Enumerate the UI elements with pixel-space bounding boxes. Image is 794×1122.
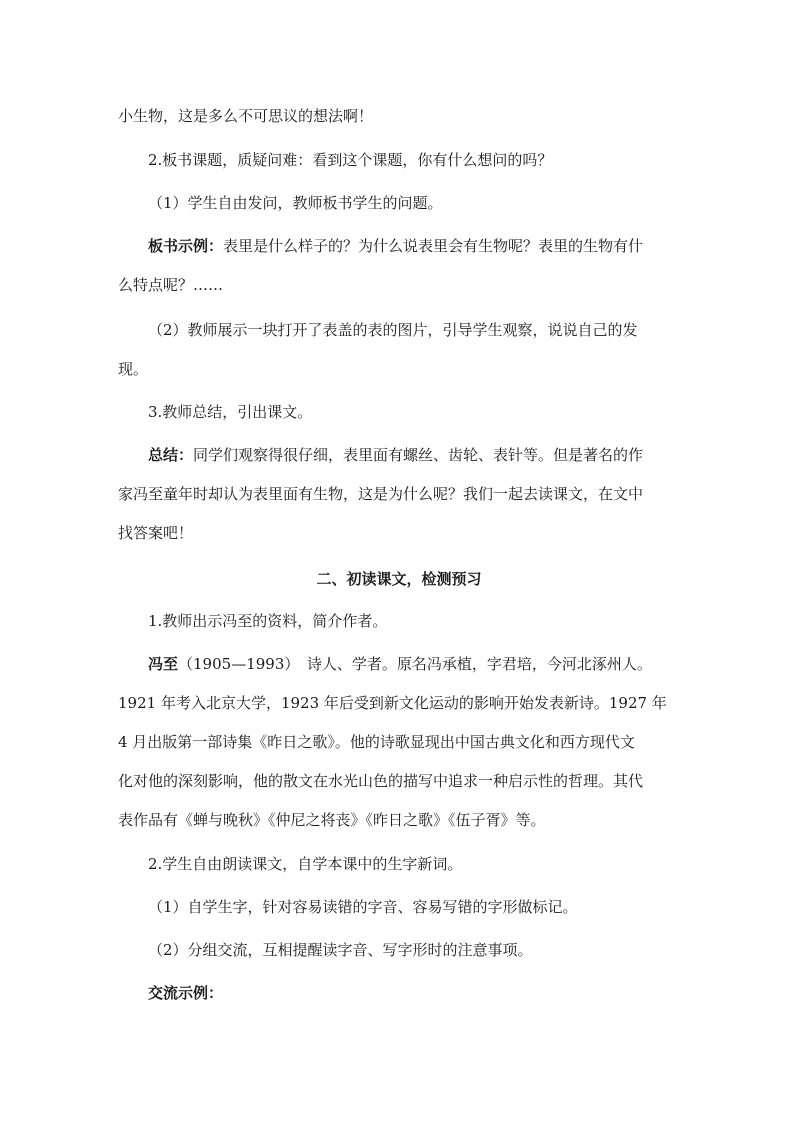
paragraph-line — [148, 890, 680, 924]
paragraph-line — [148, 395, 680, 429]
paragraph-line — [148, 438, 680, 472]
paragraph-line — [118, 268, 680, 302]
text-span: 3.教师总结，引出课文。 — [148, 403, 313, 421]
text-span: 找答案吧！ — [118, 524, 194, 542]
paragraph-line — [148, 847, 680, 881]
text-span: （1905—1993） 诗人、学者。原名冯承植，字君培，今河北涿州人。 — [178, 655, 652, 673]
text-span: 2.学生自由朗读课文，自学本课中的生字新词。 — [148, 855, 463, 873]
paragraph-line — [118, 99, 680, 133]
paragraph-line — [148, 143, 680, 177]
text-span: 二、初读课文，检测预习 — [316, 570, 482, 588]
text-span: 么特点呢？…… — [118, 276, 224, 294]
text-span: （1）自学生字，针对容易读错的字音、容易写错的字形做标记。 — [148, 898, 578, 916]
paragraph-line — [148, 976, 680, 1010]
text-span: （2）教师展示一块打开了表盖的表的图片，引导学生观察，说说自己的发 — [148, 321, 638, 339]
paragraph-line — [148, 186, 680, 220]
text-span: 现。 — [118, 360, 149, 378]
text-span: 小生物，这是多么不可思议的想法啊！ — [118, 107, 374, 125]
paragraph-line — [148, 604, 680, 638]
bold-label: 冯至 — [148, 655, 179, 673]
text-span: 表作品有《蝉与晚秋》《仲尼之将丧》《昨日之歌》《伍子胥》等。 — [118, 811, 546, 829]
paragraph-line — [148, 313, 680, 347]
text-span: （2）分组交流，互相提醒读字音、写字形时的注意事项。 — [148, 941, 533, 959]
text-span: 4 月出版第一部诗集《昨日之歌》。他的诗歌显现出中国古典文化和西方现代文 — [118, 733, 635, 751]
paragraph-line — [118, 686, 680, 720]
text-span: 2.板书课题，质疑问难：看到这个课题，你有什么想问的吗？ — [148, 151, 553, 169]
paragraph-line — [118, 803, 680, 837]
text-span: 同学们观察得很仔细，表里面有螺丝、齿轮、表针等。但是著名的作 — [193, 446, 644, 464]
paragraph-line — [148, 933, 680, 967]
text-span: 家冯至童年时却认为表里面有生物，这是为什么呢？我们一起去读课文，在文中 — [118, 485, 644, 503]
section-heading — [118, 562, 680, 596]
paragraph-line — [118, 352, 680, 386]
paragraph-line — [148, 229, 680, 263]
text-span: 1921 年考入北京大学，1923 年后受到新文化运动的影响开始发表新诗。1927 年 — [118, 694, 667, 712]
paragraph-line — [118, 764, 680, 798]
bold-label: 板书示例： — [148, 237, 224, 255]
paragraph-line — [148, 647, 680, 681]
text-span: 化对他的深刻影响，他的散文在水光山色的描写中追求一种启示性的哲理。其代 — [118, 772, 644, 790]
text-span: （1）学生自由发问，教师板书学生的问题。 — [148, 194, 443, 212]
text-span: 1.教师出示冯至的资料，简介作者。 — [148, 612, 388, 630]
paragraph-line — [118, 516, 680, 550]
paragraph-line — [118, 725, 680, 759]
paragraph-line — [118, 477, 680, 511]
bold-label: 总结： — [148, 446, 194, 464]
bold-label: 交流示例： — [148, 984, 224, 1002]
text-span: 表里是什么样子的？为什么说表里会有生物呢？表里的生物有什 — [223, 237, 644, 255]
